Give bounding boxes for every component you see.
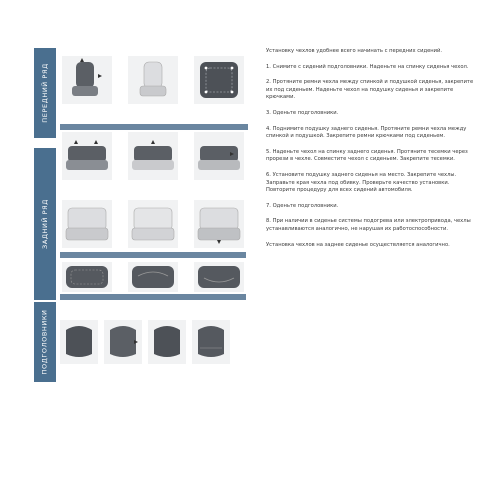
instruction-intro: Установку чехлов удобнее всего начинать с передних сидений. (266, 48, 443, 54)
instruction-step-6: 6. Установите подушку заднего сиденья на место. Закрепите чехлы. Заправьте края чехла под обивку. Проверьте качество установки. Повторите процедуру для всех сидений автомобиля. (266, 171, 457, 194)
rear-seat-step-4-image (62, 200, 112, 248)
instruction-step-4: 4. Поднимите подушку заднего сиденья. Протяните ремни чехла между спинкой и подушкой. Закрепите ремни крючками под сиденьем. (266, 125, 467, 140)
front-seat-step-1-image (62, 56, 112, 104)
rear-seat-step-1-image (62, 132, 112, 180)
rear-seat-step-5-image (128, 200, 178, 248)
instruction-note: Установка чехлов на заднее сиденье осуществляется аналогично. (266, 241, 450, 248)
rear-seat-step-2-image (128, 132, 178, 180)
headrest-image-2 (104, 320, 142, 364)
rear-cushion-image-2 (128, 262, 178, 292)
caption (194, 124, 248, 130)
section-label-front: ПЕРЕДНИЙ РЯД (34, 48, 56, 138)
headrest-image-3 (148, 320, 186, 364)
rear-bottom-divider (60, 294, 246, 300)
rear-cushion-image-1 (62, 262, 112, 292)
caption (62, 124, 116, 130)
instruction-step-5: 5. Наденьте чехол на спинку заднего сиденья. Протяните тесемки через прорези в чехле. Совместите чехол с сиденьем. Закрепите тесемки. (266, 148, 468, 163)
rear-cushion-image-3 (194, 262, 244, 292)
caption (128, 124, 182, 130)
instruction-step-7: 7. Оденьте подголовники. (266, 202, 339, 209)
instructions (266, 48, 476, 257)
rear-seat-step-6-image (194, 200, 244, 248)
rear-seat-step-3-image (194, 132, 244, 180)
instruction-step-1: 1. Снимите с сидений подголовники. Наденьте на спинку сиденья чехол. (266, 63, 469, 70)
instruction-step-2: 2. Протяните ремни чехла между спинкой и подушкой сиденья, закрепите их под сиденьем. Наденьте чехол на подушку сиденья и закрепите крючками. (266, 79, 474, 101)
instruction-step-3: 3. Оденьте подголовники. (266, 109, 339, 116)
section-label-headrest: ПОДГОЛОВНИКИ (34, 302, 56, 382)
front-seat-step-3-image (194, 56, 244, 104)
section-label-rear: ЗАДНИЙ РЯД (34, 148, 56, 300)
front-seat-step-2-image (128, 56, 178, 104)
headrest-image-1 (60, 320, 98, 364)
rear-row-divider (60, 252, 246, 258)
instruction-step-8: 8. При наличии в сиденье системы подогрева или электропривода, чехлы устанавливаются аналогично, не нарушая их работоспособности. (266, 218, 471, 232)
headrest-image-4 (192, 320, 230, 364)
